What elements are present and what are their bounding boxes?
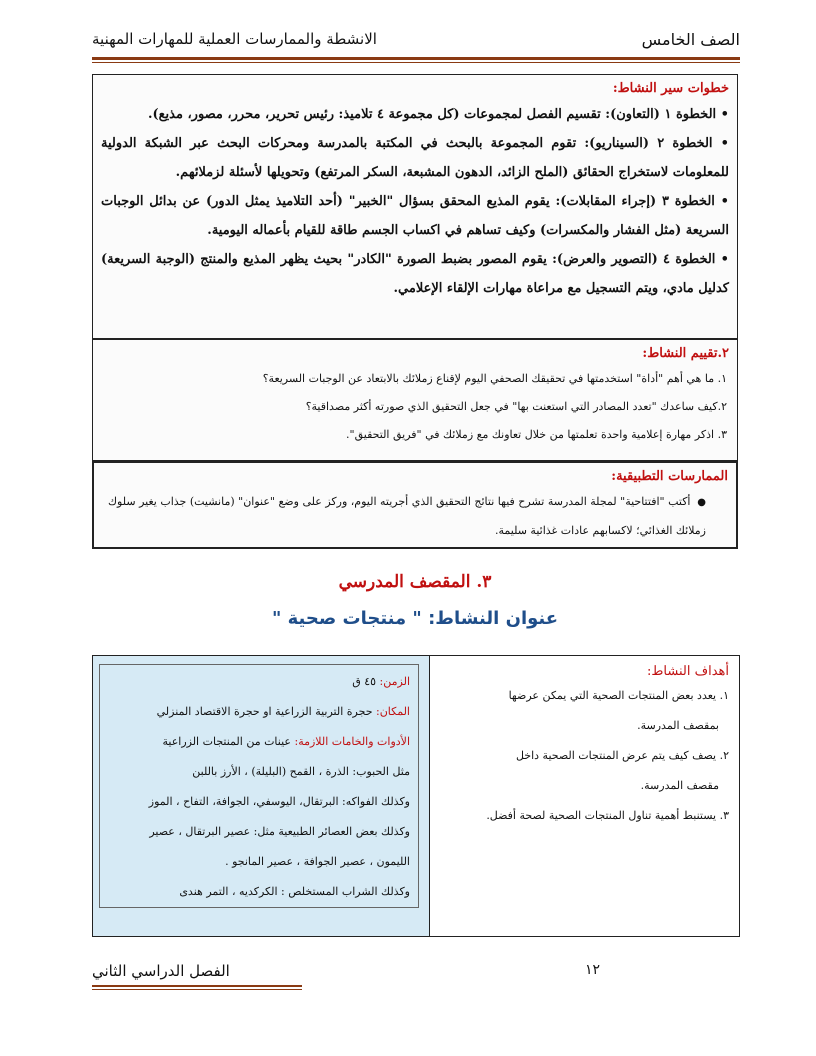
details-frame [99,664,419,908]
evaluation-list [93,365,737,449]
details-line: الليمون ، عصير الجوافة ، عصير المانجو . [225,855,410,868]
goal-line: مقصف المدرسة. [640,779,719,792]
page-number: ١٢ [584,962,600,978]
place-value: حجرة التربية الزراعية او حجرة الاقتصاد المنزلي [156,705,373,718]
activity-table [92,655,740,937]
place-row [106,697,410,727]
goal-line: ٣. يستنبط أهمية تناول المنتجات الصحية لصحة أفضل. [486,809,729,822]
time-row [106,667,410,697]
time-value: ٤٥ ق [352,675,377,688]
evaluation-box [92,339,738,461]
goals-cell [429,656,739,936]
evaluation-title: ٢.تقييم النشاط: [642,346,729,361]
tools-row [106,727,410,757]
evaluation-question: ٢.كيف ساعدك "تعدد المصادر التي استعنت بها" في جعل التحقيق الذي صورته أكثر مصداقية؟ [305,400,727,413]
practices-title: الممارسات التطبيقية: [611,469,728,484]
details-line: وكذلك بعض العصائر الطبيعية مثل: عصير البرتقال ، عصير [149,825,410,838]
details-line: وكذلك الفواكه: البرتقال، اليوسفي، الجوافة، التفاح ، الموز [148,795,410,808]
footer-term: الفصل الدراسي الثاني [92,962,230,980]
activity-steps-box [92,74,738,339]
activity-steps-title: خطوات سير النشاط: [612,81,729,96]
evaluation-question: ٣. اذكر مهارة إعلامية واحدة تعلمتها من خلال تعاونك مع زملائك في "فريق التحقيق". [346,428,727,441]
practices-text: أكتب "افتتاحية" لمجلة المدرسة تشرح فيها نتائج التحقيق الذي أجريته اليوم، وركز على وضع "عنوان" (مانشيت) جذاب يغير سلوك زملائك الغذائي؛ لاكسابهم عادات غذائية سليمة. [107,495,706,537]
tools-label: الأدوات والخامات اللازمة: [294,735,410,748]
header-rule-thick [92,57,740,60]
evaluation-question: ١. ما هي أهم "أداة" استخدمتها في تحقيقك الصحفي اليوم لإقناع زملائك بالابتعاد عن الوجبات السريعة؟ [262,372,727,385]
goal-line: بمقصف المدرسة. [637,719,719,732]
goal-line: ٢. يصف كيف يتم عرض المنتجات الصحية داخل [515,749,729,762]
activity-step: • الخطوة ١ (التعاون): تقسيم الفصل لمجموعات (كل مجموعة ٤ تلاميذ: رئيس تحرير، محرر، مصور، مذيع). [147,107,729,122]
practices-box [92,461,738,549]
activity-steps-list [93,100,737,303]
header-grade: الصف الخامس [641,30,740,49]
activity-step: • الخطوة ٣ (إجراء المقابلات): يقوم المذيع المحقق بسؤال "الخبير" (أحد التلاميذ يمثل الدور) عن بدائل الوجبات السريعة (مثل الفشار والمكسرات) وكيف تساهم في اكساب الجسم طاقة للقيام بأعماله اليومية. [101,194,729,238]
bullet-icon: ● [697,497,706,508]
time-label: الزمن: [379,675,410,688]
page-header [92,30,740,54]
details-line: مثل الحبوب: الذرة ، القمح (البليلة) ، الأرز باللبن [192,765,410,778]
section-title: ٣. المقصف المدرسي [338,572,492,592]
place-label: المكان: [376,705,410,718]
details-cell [93,656,429,936]
activity-step: • الخطوة ٤ (التصوير والعرض): يقوم المصور بضبط الصورة "الكادر" بحيث يظهر المذيع والمنتج (الوجبة السريعة) كدليل مادي، ويتم التسجيل مع مراعاة مهارات الإلقاء الإعلامي. [101,252,729,296]
activity-step: • الخطوة ٢ (السيناريو): تقوم المجموعة بالبحث في المكتبة بالمدرسة ومحركات البحث عبر الشبكة الدولية للمعلومات لاستخراج الحقائق (الملح الزائد، الدهون المشبعة، السكر المرتفع) وتحويلها لأسئلة لزملائهم. [101,136,729,180]
footer-rule-thin [92,989,302,990]
tools-value: عينات من المنتجات الزراعية [162,735,291,748]
activity-title: عنوان النشاط: " منتجات صحية " [271,608,559,629]
page-footer [92,962,740,982]
goals-list [438,681,729,831]
header-subject: الانشطة والممارسات العملية للمهارات المهنية [92,30,377,48]
details-line: وكذلك الشراب المستخلص : الكركديه ، التمر هندى [179,885,410,898]
footer-rule-thick [92,985,302,987]
goals-title: أهداف النشاط: [647,664,729,679]
header-rule-thin [92,62,740,63]
practices-text-block [104,488,706,545]
goal-line: ١. يعدد بعض المنتجات الصحية التي يمكن عرضها [508,689,729,702]
